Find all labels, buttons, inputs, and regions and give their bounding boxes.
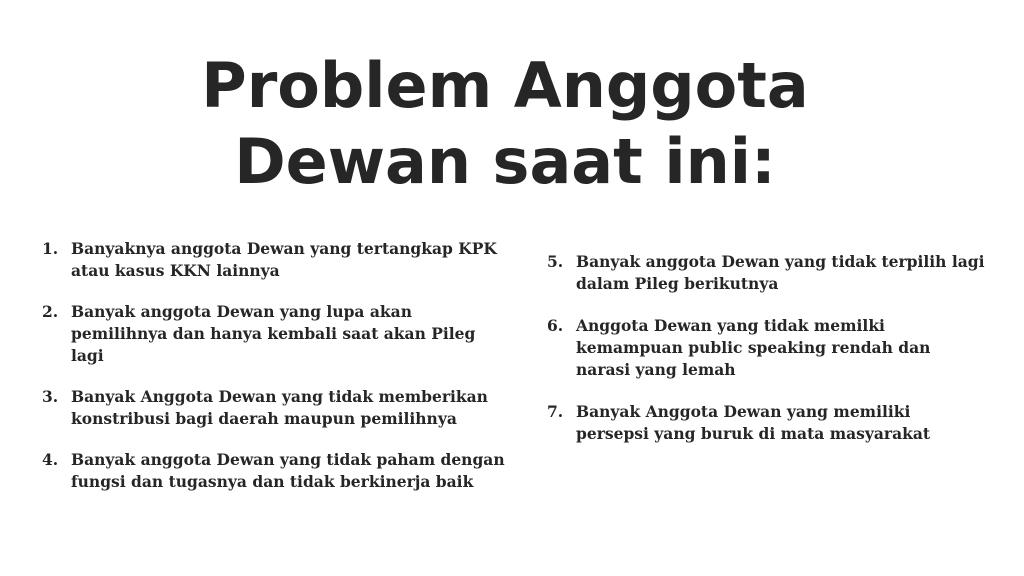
list-item: [547, 315, 987, 381]
list-item-number: 6.: [547, 316, 564, 335]
list-item-text: Banyak anggota Dewan yang tidak paham dengan fungsi dan tugasnya dan tidak berkinerja baik: [71, 450, 505, 491]
list-item: [547, 401, 987, 445]
problem-list-right: [547, 251, 987, 465]
list-item-text: Banyak Anggota Dewan yang tidak memberikan konstribusi bagi daerah maupun pemilihnya: [71, 387, 488, 428]
slide-title: [0, 48, 1010, 200]
list-item: [547, 251, 987, 295]
list-item-number: 2.: [42, 302, 59, 321]
list-item: [42, 386, 512, 430]
list-item-number: 1.: [42, 239, 59, 258]
list-item-number: 5.: [547, 252, 564, 271]
list-item-text: Banyak Anggota Dewan yang memiliki persepsi yang buruk di mata masyarakat: [576, 402, 931, 443]
list-item-text: Banyak anggota Dewan yang tidak terpilih lagi dalam Pileg berikutnya: [576, 252, 985, 293]
title-line-1: Problem Anggota: [201, 49, 809, 122]
title-line-2: Dewan saat ini:: [234, 125, 776, 198]
list-item-text: Banyaknya anggota Dewan yang tertangkap KPK atau kasus KKN lainnya: [71, 239, 497, 280]
list-item-number: 4.: [42, 450, 59, 469]
list-item: [42, 301, 512, 367]
list-item: [42, 449, 512, 493]
list-item-text: Banyak anggota Dewan yang lupa akan pemilihnya dan hanya kembali saat akan Pileg lagi: [71, 302, 476, 365]
list-item-text: Anggota Dewan yang tidak memilki kemampuan public speaking rendah dan narasi yang lemah: [576, 316, 931, 379]
list-item-number: 3.: [42, 387, 59, 406]
list-item-number: 7.: [547, 402, 564, 421]
list-item: [42, 238, 512, 282]
problem-list-left: [42, 238, 512, 512]
